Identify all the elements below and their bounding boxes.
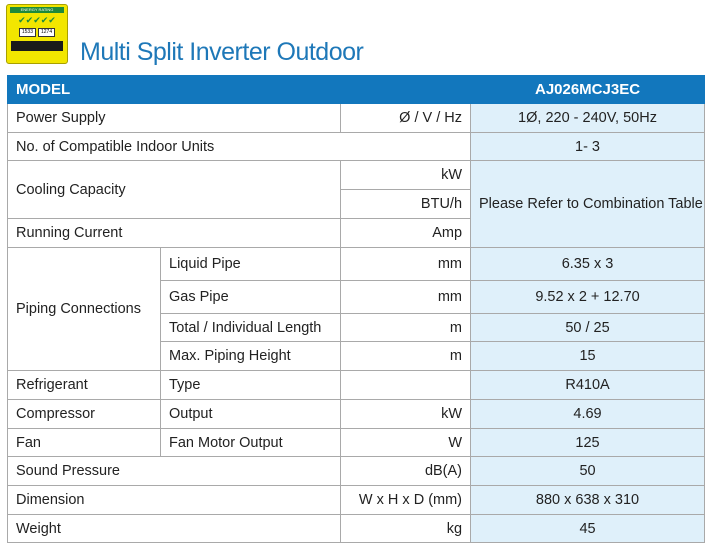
row-sublabel: Fan Motor Output [161,429,341,457]
row-unit: BTU/h [341,190,471,219]
energy-rating-badge [6,4,68,64]
row-sublabel: Liquid Pipe [161,248,341,281]
row-label: Dimension [8,486,341,515]
model-label: MODEL [8,76,471,104]
row-label: Power Supply [8,104,341,133]
row-sublabel: Gas Pipe [161,281,341,314]
table-row [8,429,705,457]
row-value: 50 [471,457,705,486]
row-label: Cooling Capacity [8,161,341,219]
row-value: 1- 3 [471,133,705,161]
badge-top-label: ENERGY RATING [10,7,64,13]
spec-table [7,75,705,543]
row-value: Please Refer to Combination Table [471,161,705,248]
row-value: 15 [471,342,705,371]
table-row [8,486,705,515]
row-unit: kW [341,161,471,190]
row-unit: mm [341,281,471,314]
row-label: Piping Connections [8,248,161,371]
row-value: 125 [471,429,705,457]
row-value: 45 [471,515,705,543]
table-row [8,133,705,161]
row-unit: kW [341,400,471,429]
row-unit: dB(A) [341,457,471,486]
page-title: Multi Split Inverter Outdoor [80,38,364,66]
row-unit: W x H x D (mm) [341,486,471,515]
table-row [8,104,705,133]
row-unit: Ø / V / Hz [341,104,471,133]
model-value: AJ026MCJ3EC [471,76,705,104]
row-label: Weight [8,515,341,543]
row-sublabel: Max. Piping Height [161,342,341,371]
row-unit: m [341,314,471,342]
row-unit [341,371,471,400]
badge-number-right: 1274 [38,28,55,37]
badge-numbers [7,28,67,37]
row-sublabel: Output [161,400,341,429]
row-label: Compressor [8,400,161,429]
row-label: Sound Pressure [8,457,341,486]
table-row [8,371,705,400]
row-value: R410A [471,371,705,400]
row-sublabel: Type [161,371,341,400]
table-row [8,161,705,190]
row-value: 50 / 25 [471,314,705,342]
star-rating-icon: ✔✔✔✔✔ [18,15,56,25]
row-unit: m [341,342,471,371]
row-label: No. of Compatible Indoor Units [8,133,471,161]
table-header-row [8,76,705,104]
row-unit: kg [341,515,471,543]
row-value: 9.52 x 2 + 12.70 [471,281,705,314]
row-value: 4.69 [471,400,705,429]
row-unit: Amp [341,219,471,248]
row-value: 6.35 x 3 [471,248,705,281]
badge-number-left: 1533 [19,28,36,37]
row-label: Refrigerant [8,371,161,400]
row-value: 880 x 638 x 310 [471,486,705,515]
row-unit: mm [341,248,471,281]
table-row [8,400,705,429]
row-unit: W [341,429,471,457]
badge-bar [11,41,63,51]
table-row [8,457,705,486]
row-label: Fan [8,429,161,457]
table-row [8,515,705,543]
row-value: 1Ø, 220 - 240V, 50Hz [471,104,705,133]
table-row [8,248,705,281]
row-sublabel: Total / Individual Length [161,314,341,342]
row-label: Running Current [8,219,341,248]
